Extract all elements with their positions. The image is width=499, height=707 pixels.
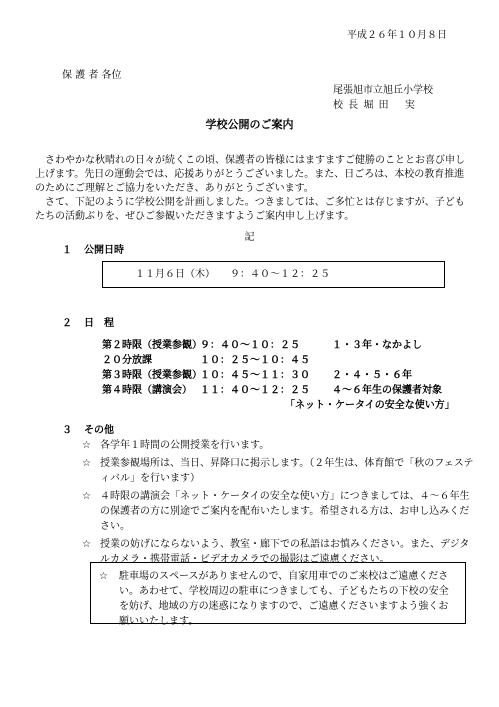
notice-text: 駐車場のスペースがありませんので、自家用車でのご来校はご遠慮ください。あわせて、学校周辺の駐車につきましても、子どもたちの下校の安全を妨げ、地域の方の迷惑になりますので、ご遠慮くださいますよう強くお願いいたします。 bbox=[119, 571, 449, 627]
note-text: 授業の妨げにならないよう、教室・廊下での私語はお慎みください。また、デジタルカメラ・携帯電話・ビデオカメラでの撮影はご遠慮ください。 bbox=[100, 539, 470, 565]
schedule-period: 第３時限（授業参観） bbox=[102, 370, 202, 381]
schedule-period: 第４時限（講演会） bbox=[102, 385, 192, 396]
star-icon: ☆ bbox=[82, 491, 91, 502]
intro-text bbox=[35, 154, 465, 224]
schedule-period: 第２時限（授業参観） bbox=[102, 340, 202, 351]
section-number: １ bbox=[62, 245, 72, 256]
schedule-time: １１：４０～１２：２５ bbox=[200, 385, 310, 396]
schedule-row bbox=[102, 370, 455, 385]
note-text: 各学年１時間の公開授業を行います。 bbox=[100, 440, 270, 451]
principal-name: 校 長 堀 田 実 bbox=[333, 100, 416, 111]
issue-date: 平成２６年１０月８日 bbox=[347, 30, 447, 41]
schedule-content: ４～６年生の保護者対象 bbox=[332, 385, 442, 396]
schedule-period: ２０分放課 bbox=[102, 355, 152, 366]
intro-paragraph-1: さわやかな秋晴れの日々が続くこの頃、保護者の皆様にはますますご健勝のこととお喜び申し上げます。先日の運動会では、応援ありがとうございました。また、日ごろは、本校の教育推進のためにご理解とご協力をいただき、ありがとうございます。 bbox=[35, 155, 465, 194]
note-text: 授業参観場所は、当日、昇降口に掲示します。（２年生は、体育館で「秋のフェスティバル」を行います） bbox=[100, 458, 474, 484]
star-icon: ☆ bbox=[82, 458, 91, 469]
section-number: ２ bbox=[62, 318, 72, 329]
section-number: ３ bbox=[62, 425, 72, 436]
schedule-time: １０：４５～１１：３０ bbox=[200, 370, 310, 381]
document-title: 学校公開のご案内 bbox=[205, 118, 294, 131]
star-icon: ☆ bbox=[82, 440, 91, 451]
schedule-table bbox=[102, 340, 455, 415]
section-title: 日 程 bbox=[84, 318, 114, 329]
parking-notice bbox=[99, 569, 454, 629]
lecture-title: 「ネット・ケータイの安全な使い方」 bbox=[285, 400, 455, 411]
section-1-heading bbox=[62, 245, 124, 257]
section-title: 公開日時 bbox=[84, 245, 124, 256]
open-datetime-box bbox=[102, 261, 445, 288]
schedule-row bbox=[102, 355, 455, 370]
section-title: その他 bbox=[84, 425, 114, 436]
schedule-time: ９：４０～１０：２５ bbox=[200, 340, 300, 351]
note-text: ４時限の講演会「ネット・ケータイの安全な使い方」につきましては、４～６年生の保護者の方に別途でご案内を配布いたします。希望される方は、お申し込みください。 bbox=[100, 491, 470, 532]
list-item bbox=[82, 438, 477, 453]
school-name: 尾張旭市立旭丘小学校 bbox=[333, 85, 433, 96]
section-2-heading bbox=[62, 318, 114, 330]
section-3-heading bbox=[62, 425, 114, 437]
other-notes bbox=[82, 438, 477, 570]
schedule-content: ２・４・５・６年 bbox=[332, 370, 412, 381]
list-item bbox=[82, 456, 477, 486]
schedule-row bbox=[102, 385, 455, 400]
schedule-content: １・３年・なかよし bbox=[332, 340, 422, 351]
star-icon: ☆ bbox=[82, 539, 91, 550]
ki-heading: 記 bbox=[244, 232, 255, 243]
intro-paragraph-2: さて、下記のように学校公開を計画しました。つきましては、ご多忙とは存じますが、子どもたちの活動ぶりを、ぜひご参観いただきますようご案内申し上げます。 bbox=[35, 197, 465, 222]
schedule-time: １０：２５～１０：４５ bbox=[200, 355, 310, 366]
parking-notice-box bbox=[90, 562, 466, 627]
open-datetime: １１月６日（木） ９：４０～１２：２５ bbox=[135, 269, 330, 280]
list-item bbox=[82, 489, 477, 534]
star-icon: ☆ bbox=[99, 571, 108, 582]
schedule-row bbox=[102, 340, 455, 355]
recipient: 保 護 者 各位 bbox=[62, 70, 122, 81]
